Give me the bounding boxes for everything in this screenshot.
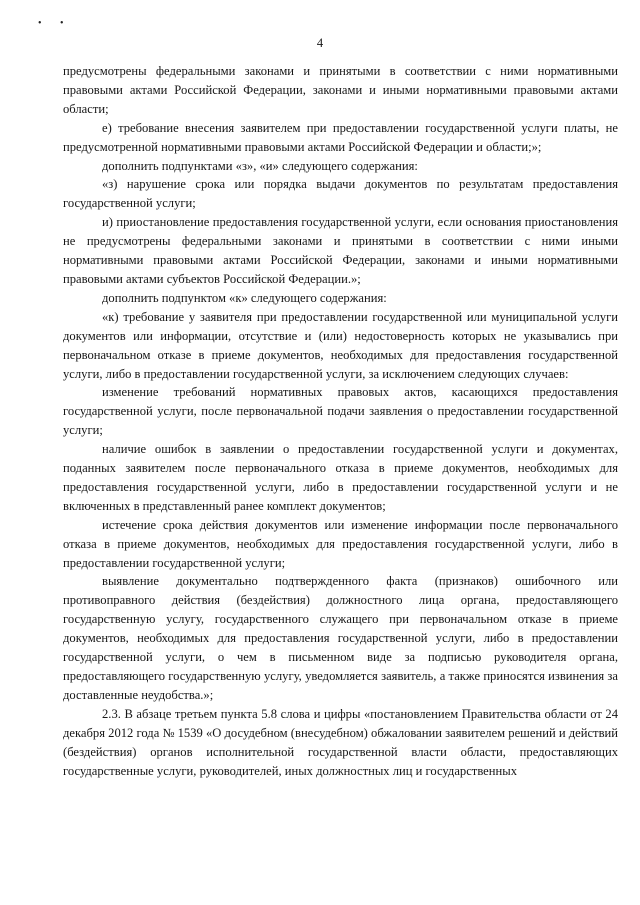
paragraph: 2.3. В абзаце третьем пункта 5.8 слова и цифры «постановлением Правительства области от 24 декабря 2012 года № 1539 «О досудебном (внесудебном) обжаловании заявителем решений и действий (бездействия) органов исполнительной государственной власти области, предоставляющих государственные услуги, руководителей, иных должностных лиц и государственных: [63, 706, 618, 778]
scan-mark: •: [38, 18, 42, 29]
paragraph: истечение срока действия документов или изменение информации после первоначального отказа в приеме документов, необходимых для предоставления государственной услуги, либо в предоставлении государственной услуги;: [63, 517, 618, 570]
document-body: [63, 62, 618, 780]
paragraph: наличие ошибок в заявлении о предоставлении государственной услуги и документах, поданных заявителем после первоначального отказа в приеме документов, необходимых для предоставления государственной услуги, либо в предоставлении государственной услуги и не включенных в представленный ранее комплект документов;: [63, 442, 618, 513]
paragraph: е) требование внесения заявителем при предоставлении государственной услуги платы, не предусмотренной нормативными правовыми актами Российской Федерации и области;»;: [63, 120, 618, 154]
paragraph: дополнить подпунктами «з», «и» следующего содержания:: [102, 158, 418, 173]
paragraph: «з) нарушение срока или порядка выдачи документов по результатам предоставления государственной услуги;: [63, 177, 618, 211]
paragraph: и) приостановление предоставления государственной услуги, если основания приостановления не предусмотрены федеральными законами и принятыми в соответствии с ними иными нормативными правовыми актами Российской Федерации, законами и иными нормативными правовыми актами субъектов Российской Федерации.»;: [63, 215, 618, 286]
paragraph: изменение требований нормативных правовых актов, касающихся предоставления государственной услуги, после первоначальной подачи заявления о предоставлении государственной услуги;: [63, 385, 618, 438]
page-number: 4: [316, 36, 324, 50]
paragraph: «к) требование у заявителя при предоставлении государственной или муниципальной услуги документов или информации, отсутствие и (или) недостоверность которых не указывались при первоначальном отказе в приеме документов, необходимых для предоставления государственной услуги, либо в предоставлении государственной услуги, за исключением следующих случаев:: [63, 309, 618, 381]
paragraph: выявление документально подтвержденного факта (признаков) ошибочного или противоправного действия (бездействия) должностного лица органа, предоставляющего государственную услугу, государственного служащего при первоначальном отказе в приеме документов, необходимых для предоставления государственной услуги, либо в предоставлении государственной услуги, о чем в письменном виде за подписью руководителя органа, предоставляющего государственную услугу, уведомляется заявитель, а также приносятся извинения за доставленные неудобства.»;: [63, 574, 618, 702]
scan-mark: •: [60, 18, 64, 29]
paragraph: предусмотрены федеральными законами и принятыми в соответствии с ними нормативными правовыми актами Российской Федерации, законами и иными нормативными правовыми актами области;: [63, 64, 618, 116]
paragraph: дополнить подпунктом «к» следующего содержания:: [102, 290, 387, 305]
